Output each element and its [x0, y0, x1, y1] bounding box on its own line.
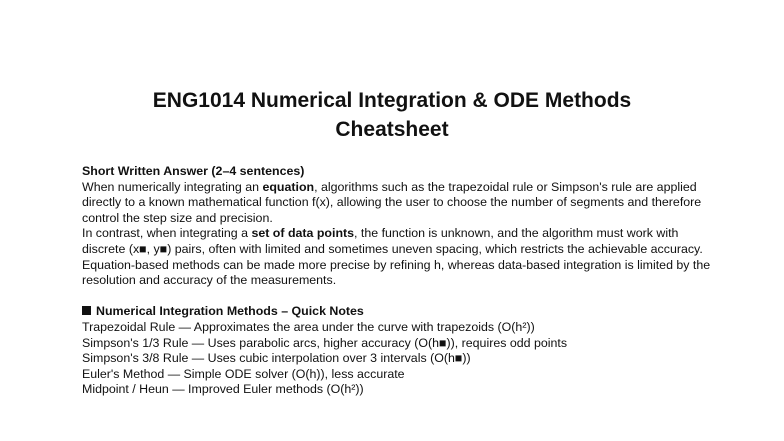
title-line-1: ENG1014 Numerical Integration & ODE Methods — [152, 89, 632, 112]
short-answer-heading: Short Written Answer (2–4 sentences) — [82, 164, 305, 178]
title-line-2: Cheatsheet — [335, 118, 449, 141]
method-item-midpoint-heun: Midpoint / Heun — Improved Euler methods (O(h²)) — [82, 382, 364, 397]
methods-heading — [82, 304, 722, 320]
method-item-simpson-3-8: Simpson's 3/8 Rule — Uses cubic interpolation over 3 intervals (O(h■)) — [82, 351, 471, 366]
methods-heading-text: Numerical Integration Methods – Quick Notes — [96, 304, 364, 319]
document-body — [82, 164, 722, 398]
short-answer-paragraph-3: Equation-based methods can be made more precise by refining h, whereas data-based integration is limited by the resolution and accuracy of the measurements. — [82, 257, 711, 288]
method-item-euler: Euler's Method — Simple ODE solver (O(h)), less accurate — [82, 366, 405, 381]
short-answer-paragraph-1 — [82, 180, 722, 227]
p2-text-before: In contrast, when integrating a — [82, 226, 252, 241]
method-item-simpson-1-3: Simpson's 1/3 Rule — Uses parabolic arcs, higher accuracy (O(h■)), requires odd points — [82, 335, 568, 350]
method-item-trapezoidal: Trapezoidal Rule — Approximates the area under the curve with trapezoids (O(h²)) — [82, 319, 535, 334]
p2-bold-term: set of data points — [251, 226, 355, 241]
black-square-icon — [82, 306, 91, 315]
p2-text-after: , the function is unknown, and the algorithm must work with discrete (x■, y■) pairs, often with limited and sometimes uneven spacing, which restricts the achievable accuracy. — [82, 226, 703, 256]
p1-text-after: , algorithms such as the trapezoidal rule or Simpson's rule are applied directly to a known mathematical function f(x), allowing the user to choose the number of segments and therefore control the step size and precision. — [82, 179, 702, 225]
methods-list — [82, 320, 722, 398]
section-spacer — [82, 289, 722, 305]
short-answer-paragraph-2 — [82, 226, 722, 257]
p1-bold-term: equation — [262, 179, 315, 194]
p1-text-before: When numerically integrating an — [82, 179, 263, 194]
page-title — [0, 86, 784, 144]
